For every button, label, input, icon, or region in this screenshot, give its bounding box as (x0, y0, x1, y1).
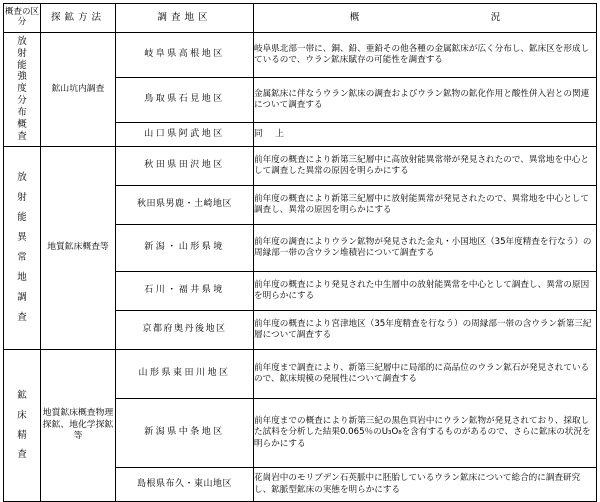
area-cell: 新潟・山形県境 (116, 225, 254, 272)
description-cell: 前年度までの概査により新第三紀の黒色頁岩中にウラン鉱物が発見されており、採取した試料を分析した結果0.065％のU₃O₈を含有するものがあるので、さらに鉱床の状況を明らかにする (254, 399, 597, 468)
area-cell: 京都府奥丹後地区 (116, 311, 254, 350)
table-row (4, 350, 597, 399)
description-cell: 前年度の概査により宮津地区（35年度精査を行なう）の周縁部一帯の含ウラン新第三紀層について調査する (254, 311, 597, 350)
description-cell: 前年度まで調査により、新第三紀層中に局部的に高品位のウラン鉱石が発見されているので、鉱床規模の発展性について調査する (254, 350, 597, 399)
description-cell: 花崗岩中のモリブデン石英脈中に胚胎しているウラン鉱床について総合的に調査研究し、鉱脈型鉱床の実態を明らかにする (254, 468, 597, 502)
area-cell: 鳥取県石見地区 (116, 78, 254, 123)
area-cell: 石川・福井県境 (116, 272, 254, 311)
area-cell: 新潟県中条地区 (116, 399, 254, 468)
header-kubun: 概査の区 分 (4, 4, 41, 33)
category-cell-anomaly-survey: 放射能異常地調査 (4, 147, 41, 350)
description-cell: 前年度の調査によりウラン鉱物が発見された金丸・小国地区（35年度精査を行なう）の周縁部一帯の含ウラン堆積岩について調査する (254, 225, 597, 272)
category-cell-intensity-survey: 放射能強度分布概査 (4, 33, 41, 147)
description-cell: 岐阜県北部一帯に、銅、鉛、亜鉛その他各種の金属鉱床が広く分布し、鉱床区を形成しているので、ウラン鉱床賦存の可能性を調査する (254, 33, 597, 78)
area-cell: 秋田県男鹿・土崎地区 (116, 186, 254, 225)
header-gaikyo (254, 4, 597, 33)
header-gaikyo-char-1: 概 (349, 11, 360, 23)
table-header-row (4, 4, 597, 33)
category-cell-deposit-survey: 鉱床精査 (4, 350, 41, 502)
method-cell-geology-survey: 地質鉱床概査等 (41, 147, 116, 350)
area-cell: 山口県阿武地区 (116, 123, 254, 147)
header-area: 調査地区 (116, 4, 254, 33)
area-cell: 秋田県田沢地区 (116, 147, 254, 186)
description-cell: 前年度の概査により新第三紀層中に高放射能異常帯が発見されたので、異常地を中心として調査した異常の原因を明らかにする (254, 147, 597, 186)
header-gaikyo-char-2: 況 (490, 11, 501, 23)
area-cell: 岐阜県高根地区 (116, 33, 254, 78)
method-cell-geophysical: 地質鉱床概査物理探鉱、地化学探鉱等 (41, 350, 116, 502)
description-cell: 前年度の概査により発見された中生層中の放射能異常を中心として調査し、異常の原因を明らかにする (254, 272, 597, 311)
uranium-survey-table (3, 3, 597, 502)
table-row (4, 33, 597, 78)
area-cell: 島根県布久・東山地区 (116, 468, 254, 502)
area-cell: 山形県東田川地区 (116, 350, 254, 399)
method-cell-mine-survey: 鉱山坑内調査 (41, 33, 116, 147)
description-cell: 同 上 (254, 123, 597, 147)
table-row (4, 147, 597, 186)
header-method: 探鉱方法 (41, 4, 116, 33)
description-cell: 前年度の概査により新第三紀層中に放射能異常が発見されたので、異常地を中心として調査し、異常の原因を明らかにする (254, 186, 597, 225)
description-cell: 金属鉱床に伴なうウラン鉱床の調査およびウラン鉱物の鉱化作用と酸性併入岩との関連について調査する (254, 78, 597, 123)
